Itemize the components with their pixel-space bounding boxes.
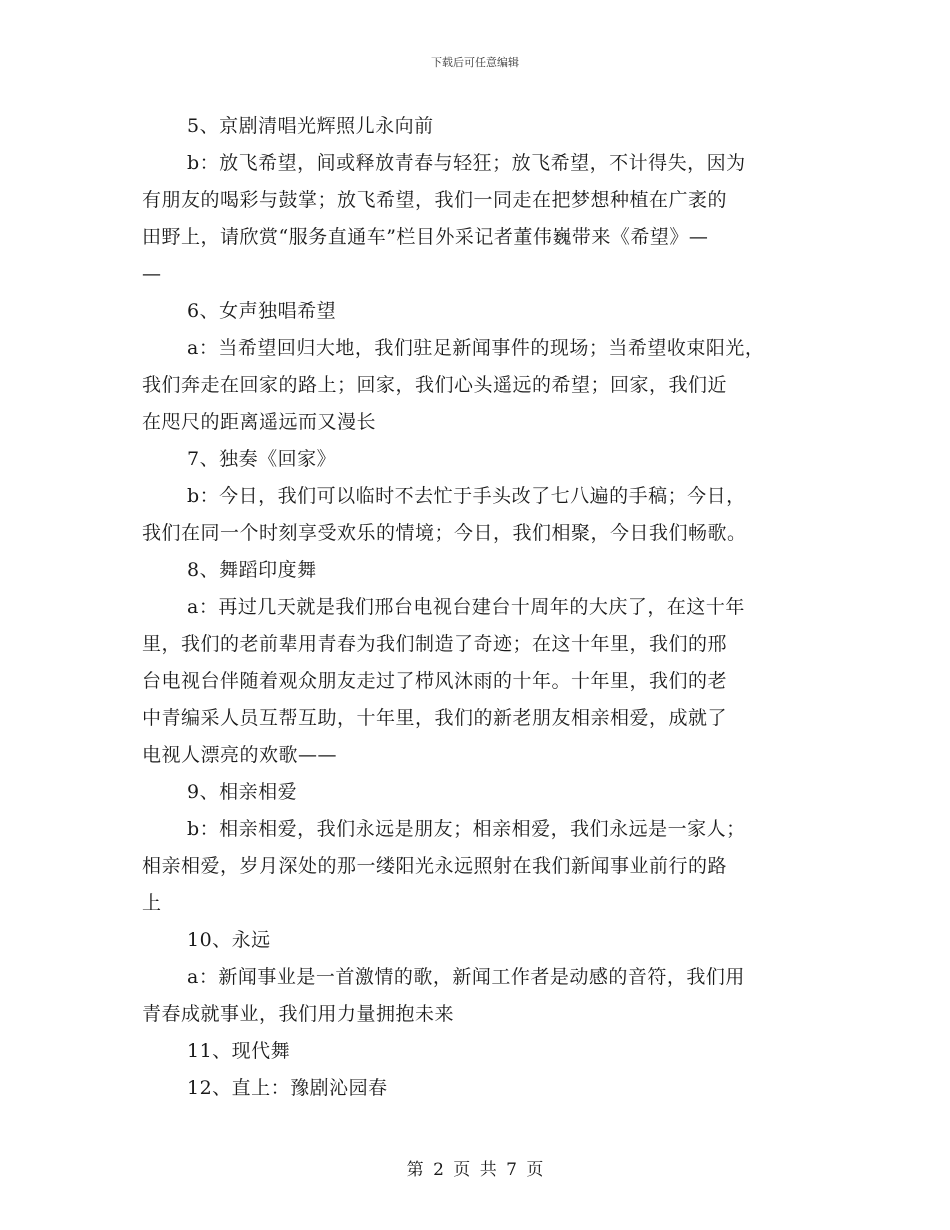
text-line: 我们在同一个时刻享受欢乐的情境；今日，我们相聚，今日我们畅歌。 <box>142 522 747 544</box>
text-line: a：当希望回归大地，我们驻足新闻事件的现场；当希望收束阳光， <box>187 337 765 359</box>
text-line: 青春成就事业，我们用力量拥抱未来 <box>142 1003 455 1025</box>
text-line: 8、舞蹈印度舞 <box>187 559 317 581</box>
text-line: 相亲相爱，岁月深处的那一缕阳光永远照射在我们新闻事业前行的路 <box>142 855 728 877</box>
text-line: b：相亲相爱，我们永远是朋友；相亲相爱，我们永远是一家人； <box>187 818 746 840</box>
text-line: b：放飞希望，间或释放青春与轻狂；放飞希望，不计得失，因为 <box>187 152 746 174</box>
text-line: 上 <box>142 892 162 914</box>
text-line: 在咫尺的距离遥远而又漫长 <box>142 411 377 433</box>
text-line: 11、现代舞 <box>187 1040 291 1062</box>
text-line: 田野上，请欣赏“服务直通车”栏目外采记者董伟巍带来《希望》— <box>142 226 709 248</box>
text-line: 12、直上：豫剧沁园春 <box>187 1077 388 1099</box>
document-body <box>142 108 812 1107</box>
text-line: 9、相亲相爱 <box>187 781 298 803</box>
text-line: 10、永远 <box>187 929 271 951</box>
text-line: 6、女声独唱希望 <box>187 300 337 322</box>
page-footer: 第 2 页 共 7 页 <box>406 1160 544 1180</box>
text-line: 我们奔走在回家的路上；回家，我们心头遥远的希望；回家，我们近 <box>142 374 728 396</box>
text-line: a：再过几天就是我们邢台电视台建台十周年的大庆了，在这十年 <box>187 596 745 618</box>
text-line: 5、京剧清唱光辉照儿永向前 <box>187 115 434 137</box>
text-line: 中青编采人员互帮互助，十年里，我们的新老朋友相亲相爱，成就了 <box>142 707 728 729</box>
text-line: 电视人漂亮的欢歌—— <box>142 744 338 766</box>
text-line: — <box>142 263 162 285</box>
text-line: 里，我们的老前辈用青春为我们制造了奇迹；在这十年里，我们的邢 <box>142 633 728 655</box>
text-line: 有朋友的喝彩与鼓掌；放飞希望，我们一同走在把梦想种植在广袤的 <box>142 189 728 211</box>
page-header: 下载后可任意编辑 <box>431 56 519 69</box>
text-line: 台电视台伴随着观众朋友走过了栉风沐雨的十年。十年里，我们的老 <box>142 670 728 692</box>
text-line: b：今日，我们可以临时不去忙于手头改了七八遍的手稿；今日， <box>187 485 746 507</box>
text-line: 7、独奏《回家》 <box>187 448 337 470</box>
text-line: a：新闻事业是一首激情的歌，新闻工作者是动感的音符，我们用 <box>187 966 745 988</box>
